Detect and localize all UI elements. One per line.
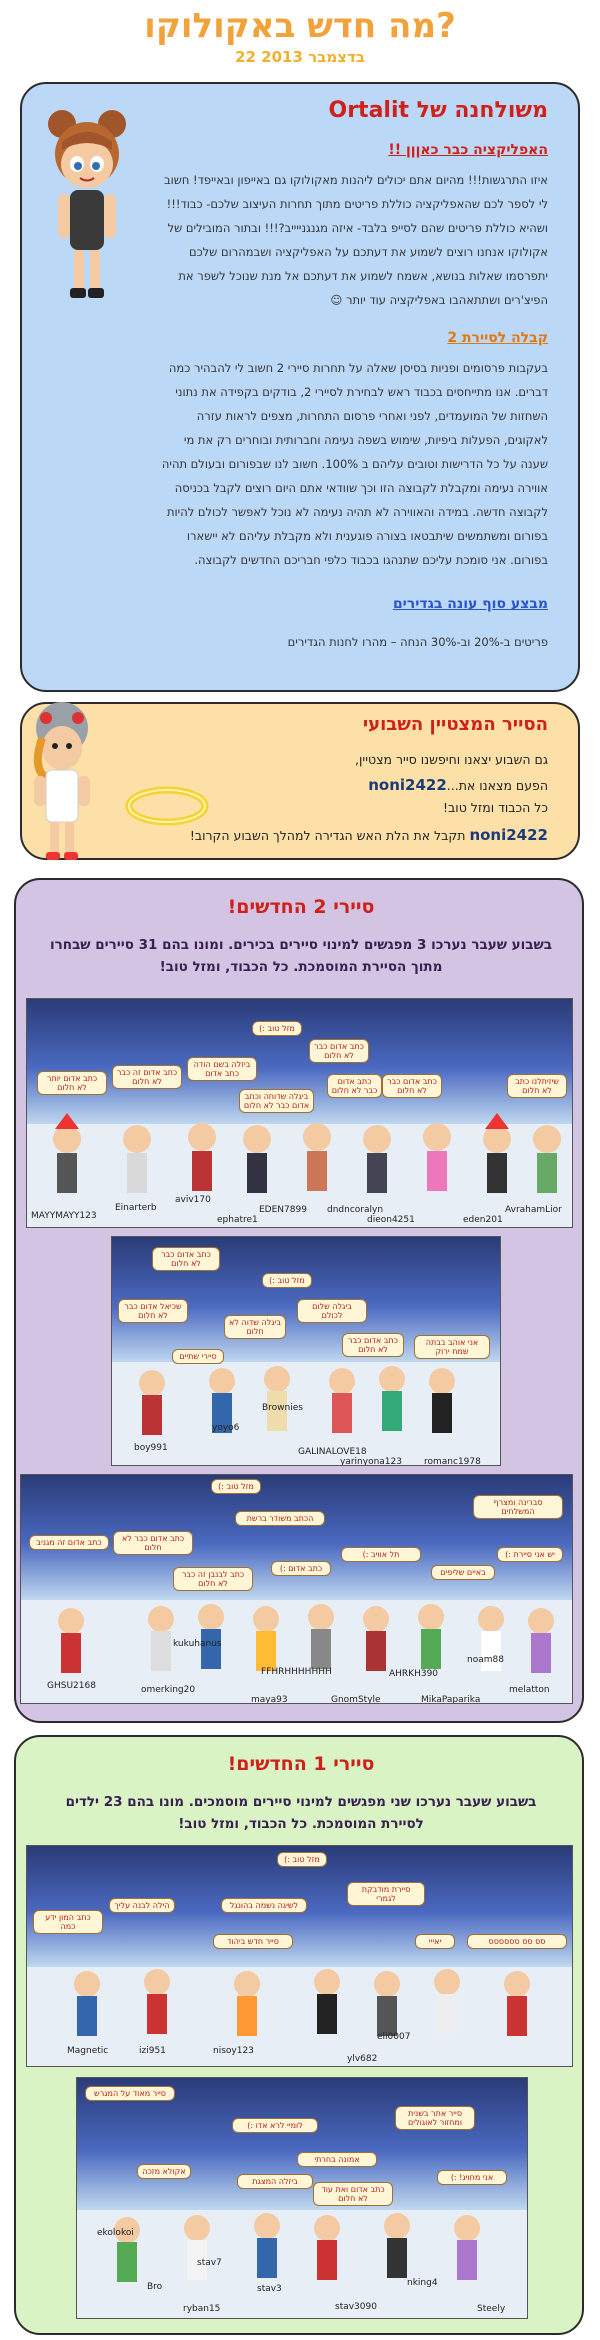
username: yarinyona123: [340, 1457, 402, 1466]
speech-bubble: שכיאל אדום כבר לא חלום: [118, 1299, 188, 1323]
level2-text: בשבוע שעבר נערכו 3 מפגשים למינוי סיירים בכירים. ומונו בהם 31 סיירים שבחרו מתוך הסיירת המוסמכת. כל הכבוד, ומזל טוב!: [50, 937, 552, 975]
app-announcement-link[interactable]: האפליקציה כבר כאןןן !!: [388, 142, 548, 158]
username: Bro: [147, 2282, 163, 2292]
champion-line-1: גם השבוע יצאנו וחיפשנו סייר מצטיין,: [355, 752, 548, 767]
username: izi951: [139, 2046, 166, 2056]
ortalit-avatar: [32, 92, 142, 312]
speech-bubble: סייר מאוד על המגרש: [85, 2086, 175, 2101]
speech-bubble: מזל טוב :): [277, 1852, 327, 1867]
username: romanc1978: [424, 1457, 481, 1466]
champion-nick-2: noni2422: [469, 826, 548, 844]
champion-line-2-text: הפעם מצאנו את...: [446, 778, 548, 793]
speech-bubble: כתב המון ידע כמה: [33, 1910, 103, 1934]
speech-bubble: ביגלה שדוחה וכתב אדום כבר לא חלום: [239, 1089, 314, 1113]
username: ryban15: [183, 2304, 221, 2314]
speech-bubble: יאייי: [415, 1934, 455, 1949]
username: eli0007: [377, 2032, 411, 2042]
avatar-crowd: [27, 1109, 572, 1209]
champion-line-2: [368, 776, 548, 794]
season-sale-link[interactable]: מבצע סוף עונה בגדירים: [392, 596, 548, 612]
avatar-crowd: [27, 1958, 572, 2058]
newsletter-header: [0, 0, 600, 66]
speech-bubble: אמונה בחרתי: [297, 2152, 377, 2167]
speech-bubble: מזל טוב :): [252, 1021, 302, 1036]
username: EDEN7899: [259, 1205, 307, 1215]
username: stav3: [257, 2284, 282, 2294]
username: stav7: [197, 2258, 222, 2268]
level1-section: [14, 1735, 584, 2335]
username: Einarterb: [115, 1203, 157, 1213]
speech-bubble: הילה לבנה עליך: [109, 1898, 175, 1913]
speech-bubble: ביזלה המצגת: [237, 2174, 313, 2189]
golden-halo-icon: [122, 774, 212, 834]
speech-bubble: כתב אדום יותר לא חלום: [37, 1071, 107, 1095]
app-announcement-text: איזו התרגשות!!! מהיום אתם יכולים ליהנות מאקולוקו גם באייפון ובאייפד! חשוב לי לספר לכם שהאפליקציה כוללת פריטים מתוך תחרות העיצוב שלכם- כבוד!!! ושהיא כוללת פריטים שהם לסייפ בלבד- איזה מגנגנייייב?!!! ובתור המובילים של אקולוקו אנחנו רוצים לשמוע את דעתכם על האפליקציה ושבמהרום שלכם יתפרסמו שאלות בנושא, אשמח לשמוע את דעתכם אל מנת שנוכל לשפר את הפיצ'רים ושתתאהבו באפליקציה עוד יותר ☺: [163, 173, 548, 307]
speech-bubble: סס סס סססססס: [467, 1934, 567, 1949]
username: AHRKH390: [389, 1669, 439, 1679]
speech-bubble: ביזלה בשם הודה כתב אדום: [187, 1057, 257, 1081]
speech-bubble: כתב אדום ואת עוד לא חלום: [313, 2182, 393, 2206]
username: GALINALOVE18: [298, 1447, 367, 1457]
speech-bubble: כתב אדום זה כבר לא חלום: [112, 1065, 182, 1089]
speech-bubble: ביגלה שלום לכולם: [297, 1299, 367, 1323]
champion-line-3: כל הכבוד ומזל טוב!: [443, 800, 548, 815]
speech-bubble: כתב אדום כבר לא חלום: [113, 1531, 193, 1555]
speech-bubble: סייר חדש ביהוד: [213, 1934, 293, 1949]
username: kukuhanus: [173, 1639, 222, 1649]
username: MikaPaparika: [421, 1695, 481, 1704]
speech-bubble: סיירת מודבקת לגמרי: [347, 1882, 425, 1906]
speech-bubble: כתב אדום כבר לא חלום: [152, 1247, 220, 1271]
level2-screenshot-3: [20, 1474, 573, 1704]
username: melatton: [509, 1685, 550, 1695]
level2-section: [14, 878, 584, 1723]
username: dndncoralyn: [327, 1205, 384, 1215]
champion-title: הסייר המצטיין השבועי: [362, 714, 548, 735]
season-sale-text: פריטים ב-20% וב-30% הנחה – מהרו לחנות הגדירים: [287, 635, 548, 649]
username: MAYYMAYY123: [31, 1211, 97, 1221]
page-title: מה חדש באקולוקו?: [144, 6, 456, 46]
level2-title: סיירי 2 החדשים!: [227, 896, 375, 918]
username: FFHRHHHHHHH: [261, 1667, 332, 1677]
speech-bubble: באיים שליפים: [431, 1565, 495, 1580]
username: Magnetic: [67, 2046, 109, 2056]
desk-section: [20, 82, 580, 692]
username: Steely: [477, 2304, 506, 2314]
speech-bubble: לשיגה נשמה בהונגל: [221, 1898, 307, 1913]
username: aviv170: [175, 1195, 211, 1205]
username: nisoy123: [213, 2046, 254, 2056]
username: GnomStyle: [331, 1695, 381, 1704]
speech-bubble: סייר אתר בשנית ומחזור לאוגולים: [395, 2106, 475, 2130]
username: omerking20: [141, 1685, 196, 1695]
username: dieon4251: [367, 1215, 415, 1225]
speech-bubble: כתב לבנבן זה כבר לא חלום: [173, 1567, 253, 1591]
speech-bubble: יש אני סיירת :): [497, 1547, 563, 1562]
champion-avatar: [12, 698, 112, 868]
username: ekolokoi: [97, 2228, 134, 2238]
username: ephatre1: [217, 1215, 258, 1225]
speech-bubble: תל אוויב :): [341, 1547, 421, 1562]
champion-nick: noni2422: [368, 776, 447, 794]
username: eden201: [463, 1215, 503, 1225]
username: yoyo6: [212, 1423, 240, 1433]
speech-bubble: אני מחויג! :): [437, 2170, 507, 2185]
speech-bubble: כתב אדום זה מגניב: [29, 1535, 109, 1550]
champion-line-4: [190, 826, 548, 844]
level1-title: סיירי 1 החדשים!: [227, 1753, 375, 1775]
username: ylv682: [347, 2054, 378, 2064]
speech-bubble: ביגלה שדוה לא חלום: [224, 1315, 286, 1339]
speech-bubble: מזל טוב :): [262, 1273, 312, 1288]
username: stav3090: [335, 2302, 377, 2312]
level1-screenshot-2: [76, 2077, 528, 2319]
username: nking4: [407, 2278, 438, 2288]
speech-bubble: הכתב משודר ברשת: [235, 1511, 325, 1526]
username: Brownies: [262, 1403, 303, 1413]
username: AvrahamLior: [505, 1205, 562, 1215]
level2-screenshot-1: [26, 998, 573, 1228]
speech-bubble: כתב אדום כבר לא חלום: [327, 1074, 382, 1098]
avatar-crowd: [21, 1593, 572, 1693]
speech-bubble: אקולא מזכה: [137, 2164, 191, 2179]
username: boy991: [134, 1443, 168, 1453]
username: maya93: [251, 1695, 288, 1704]
speech-bubble: סברינה ומצרף המשלחים: [473, 1495, 563, 1519]
avatar-crowd: [112, 1355, 500, 1455]
issue-date: 22 בדצמבר 2013: [235, 48, 365, 66]
speech-bubble: כתב אדום כבר לא חלום: [342, 1333, 404, 1357]
speech-bubble: כתב אדום כבר לא חלום: [309, 1039, 369, 1063]
sayer-acceptance-text: בעקבות פרסומים ופניות בסיסן שאלה על תחרות סיירי 2 חשוב לי להבהיר כמה דברים. אנו מתייחסים בכבוד ראש לבחירת לסיירי 2, בודקים בקפידה את נתוני השחזות של המועמדים, לפני ואחרי פרסום התחרות, מצפים לראות עזרה לאקוגים, הפעלות ביפיות, שימוש בשפה נעימה וחברותית ובוחרים רק את מי שענה על כל הדרישות וטובים עליהם ב 100%. חשוב לנו שבפורום ובעולם תהיה אווירה נעימה ומקבלת לקבוצה הזו וכך שוודאי אתם היום רוצים לקבל בכניסה לקבוצה חדשה. במידה והאווירה לא תהיה נעימה לא נוכל לאפשר לכולם להיות בפורום ומשתמשים שיתבטאו בצורה פוגענית ולא מקבלת עליהם לא יישארו בפורום. אני סומכת עליכם שתנהגו בכבוד כלפי חבריכם החדשים לקבוצה.: [161, 361, 548, 567]
champion-line-4-text: תקבל את הלת האש הגדירה למהלך השבוע הקרוב!: [189, 828, 466, 843]
weekly-champion-section: [20, 702, 580, 860]
speech-bubble: שיזיתלנו כתב לא חלום: [507, 1074, 567, 1098]
avatar-crowd: [77, 2202, 527, 2302]
speech-bubble: סיירי שתיים: [172, 1349, 224, 1364]
speech-bubble: כתב אדום :): [271, 1561, 331, 1576]
sayer-acceptance-link[interactable]: קבלה לסיירת 2: [447, 330, 548, 346]
level1-screenshot-1: [26, 1845, 573, 2067]
speech-bubble: כתב אדום כבר לא חלום: [382, 1074, 442, 1098]
username: GHSU2168: [47, 1681, 96, 1691]
speech-bubble: מזל טוב :): [211, 1479, 261, 1494]
level2-screenshot-2: [111, 1236, 501, 1466]
speech-bubble: לומיי לרא אדו :): [232, 2118, 318, 2133]
username: noam88: [467, 1655, 504, 1665]
desk-title: משולחנה של Ortalit: [328, 98, 548, 123]
level1-text: בשבוע שעבר נערכו שני מפגשים למינוי סיירים מוסמכים. מונו בהם 23 ילדים לסיירת המוסמכת. כל הכבוד, ומזל טוב!: [65, 1794, 537, 1832]
speech-bubble: אני אוהב בבתה שמח ירוק: [414, 1335, 490, 1359]
